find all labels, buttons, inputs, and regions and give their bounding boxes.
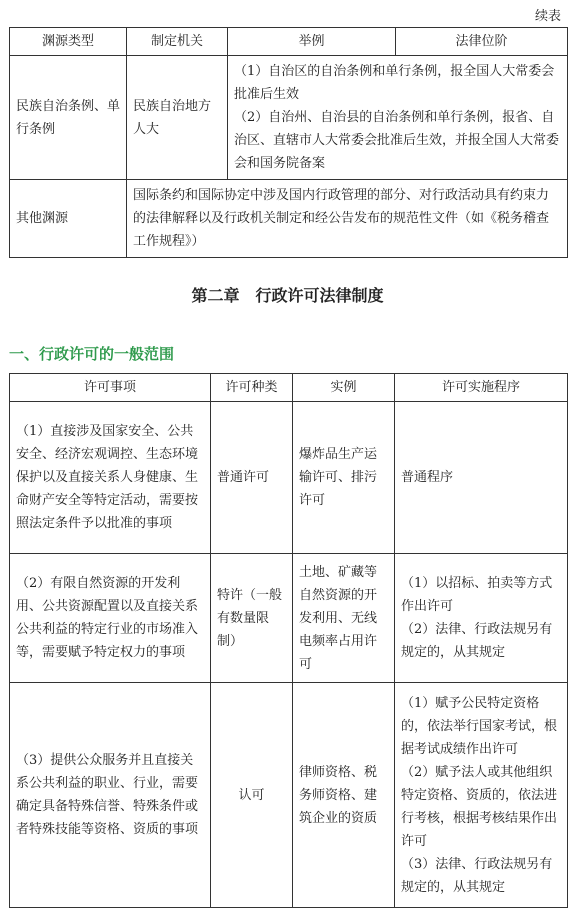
examples-cell [228,56,568,180]
example-cell: 律师资格、税务师资格、建筑企业的资质 [293,683,395,908]
table-header-row [10,374,568,402]
continued-label: 续表 [534,9,561,24]
header-cell: 制定机关 [127,28,228,56]
header-cell: 法律位阶 [396,28,568,56]
content-cell: 国际条约和国际协定中涉及国内行政管理的部分、对行政活动具有约束力的法律解释以及行政机关制定和经公告发布的规范性文件（如《税务稽查工作规程》） [127,180,568,258]
section-title: 一、行政许可的一般范围 [9,345,175,363]
matter-cell: （1）直接涉及国家安全、公共安全、经济宏观调控、生态环境保护以及直接关系人身健康、生命财产安全等特定活动，需要按照法定条件予以批准的事项 [10,402,211,554]
header-cell: 许可实施程序 [395,374,568,402]
procedure-item: （1）以招标、拍卖等方式作出许可 [401,576,553,614]
header-cell: 举例 [228,28,396,56]
procedure-item: （3）法律、行政法规另有规定的，从其规定 [401,856,553,895]
procedure-item: （2）法律、行政法规另有规定的，从其规定 [401,622,553,660]
chapter-title: 第二章 行政许可法律制度 [191,286,384,305]
legal-sources-table [9,27,568,258]
procedure-cell [395,402,568,554]
table-header-row [10,28,568,56]
matter-cell: （2）有限自然资源的开发利用、公共资源配置以及直接关系公共利益的特定行业的市场准入等，需要赋予特定权力的事项 [10,554,211,683]
header-cell: 许可种类 [211,374,293,402]
permit-scope-table [9,373,568,908]
table-row [10,402,568,554]
table-row [10,683,568,908]
procedure-item: （1）赋予公民特定资格的，依法举行国家考试，根据考试成绩作出许可 [401,695,558,757]
table-row [10,554,568,683]
example-cell: 爆炸品生产运输许可、排污许可 [293,402,395,554]
procedure-item: （2）赋予法人或其他组织特定资格、资质的，依法进行考核，根据考核结果作出许可 [401,764,558,849]
header-cell: 许可事项 [10,374,211,402]
header-cell: 实例 [293,374,395,402]
header-cell: 渊源类型 [10,28,127,56]
kind-cell: 认可 [211,683,293,908]
source-type-cell: 其他渊源 [10,180,127,258]
example-item: （1）自治区的自治条例和单行条例，报全国人大常委会批准后生效 [234,64,555,102]
table-row [10,56,568,180]
example-cell: 土地、矿藏等自然资源的开发利用、无线电频率占用许可 [293,554,395,683]
kind-cell: 特许（一般有数量限制） [211,554,293,683]
procedure-cell [395,683,568,908]
procedure-cell [395,554,568,683]
table-row [10,180,568,258]
matter-cell: （3）提供公众服务并且直接关系公共利益的职业、行业，需要确定具备特殊信誉、特殊条件或者特殊技能等资格、资质的事项 [10,683,211,908]
source-type-cell: 民族自治条例、单行条例 [10,56,127,180]
kind-cell: 普通许可 [211,402,293,554]
procedure-item: 普通程序 [401,470,454,485]
authority-cell: 民族自治地方人大 [127,56,228,180]
example-item: （2）自治州、自治县的自治条例和单行条例，报省、自治区、直辖市人大常委会批准后生效，并报全国人大常委会和国务院备案 [234,110,560,171]
